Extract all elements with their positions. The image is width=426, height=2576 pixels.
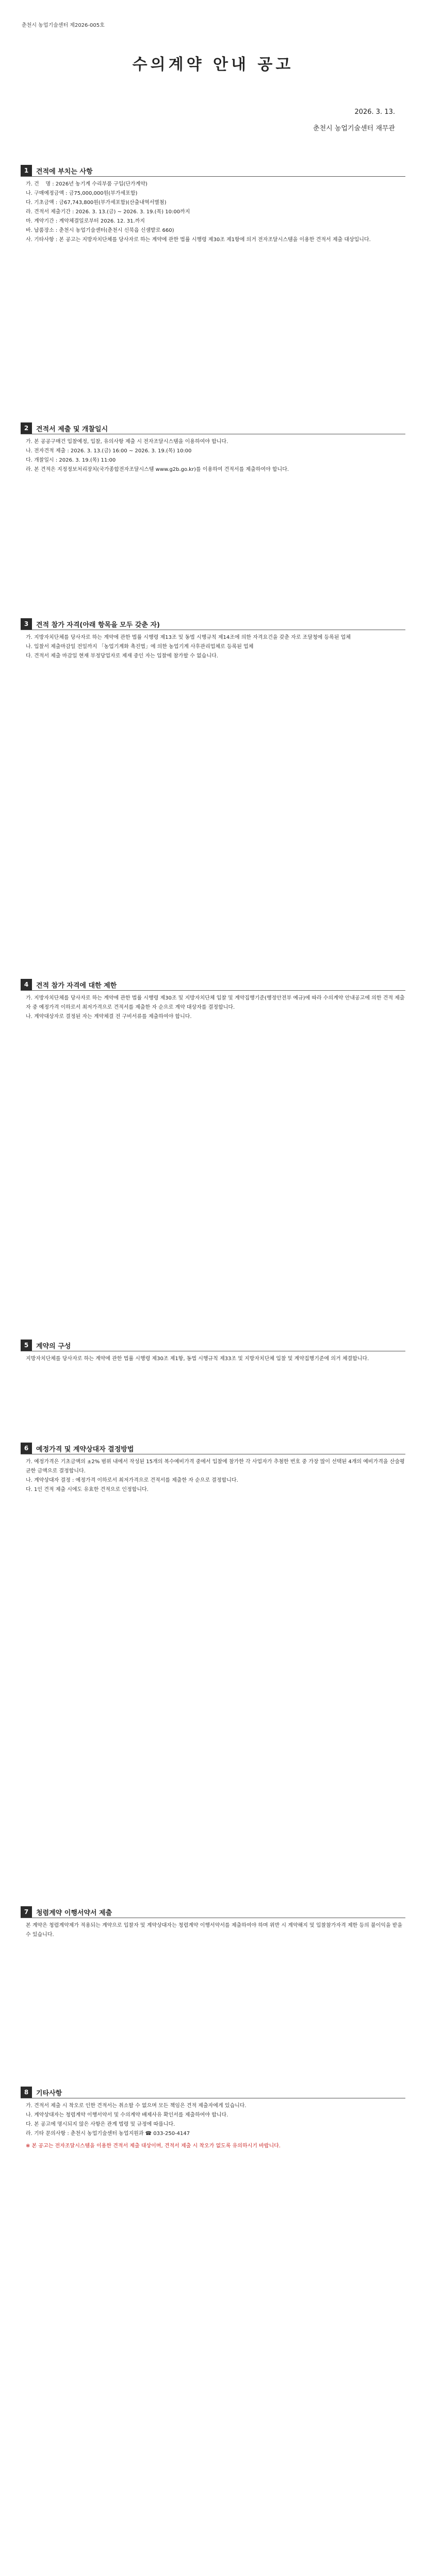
section-number: 3 [21, 618, 32, 630]
section-title: 예정가격 및 계약상대자 결정방법 [36, 1445, 134, 1453]
section-1 [21, 165, 405, 245]
section-number: 1 [21, 165, 32, 176]
section-body: 가. 견적서 제출 시 착오로 인한 견적서는 취소할 수 없으며 모든 책임은 견적 제출자에게 있습니다. 나. 계약상대자는 청렴계약 이행서약서 및 수의계약 배제사유 확인서를 제출하여야 합니다. 다. 본 공고에 명시되지 않은 사항은 관계 법령 및 규정에 따릅니다. 라. 기타 문의사항 : 춘천시 농업기술센터 농업지원과 ☎ 033-250-4147 [26, 2103, 247, 2137]
section-title: 견적에 부치는 사항 [36, 167, 93, 176]
section-title: 기타사항 [36, 2089, 62, 2097]
section-number: 2 [21, 422, 32, 434]
section-body: 가. 지방자치단체를 당사자로 하는 계약에 관한 법률 시행령 제30조 및 지방자치단체 입찰 및 계약집행기준(행정안전부 예규)에 따라 수의계약 안내공고에 의한 견적 제출자 중 예정가격 이하로서 최저가격으로 견적서를 제출한 자 순으로 계약 대상자를 결정합니다. 나. 계약대상자로 결정된 자는 계약체결 전 구비서류를 제출하여야 합니다. [26, 995, 405, 1020]
section-number: 6 [21, 1443, 32, 1454]
section-title: 견적 참가 자격에 대한 제한 [36, 981, 117, 990]
notice-text: ※ 본 공고는 전자조달시스템을 이용한 견적서 제출 대상이며, 견적서 제출 시 착오가 없도록 유의하시기 바랍니다. [26, 2143, 281, 2149]
section-body: 가. 본 공공구매건 입찰예정, 입찰, 유의사항 제출 시 전자조달시스템을 이용하여야 합니다. 나. 전자견적 제출 : 2026. 3. 13.(금) 16:00 ~ 2026. 3. 19.(목) 10:00 다. 개찰일시 : 2026. 3. 19.(목) 11:00 라. 본 견적은 지정정보처리장치(국가종합전자조달시스템 www.g2b.go.kr)를 이용하여 견적서를 제출하여야 합니다. [26, 439, 289, 472]
section-body: 가. 예정가격은 기초금액의 ±2% 범위 내에서 작성된 15개의 복수예비가격 중에서 입찰에 참가한 각 사업자가 추첨한 번호 중 가장 많이 선택된 4개의 예비가격을 산술평균한 금액으로 결정합니다. 나. 계약상대자 결정 : 예정가격 이하로서 최저가격으로 견적서를 제출한 자 순으로 결정합니다. 다. 1인 견적 제출 시에도 유효한 견적으로 인정합니다. [26, 1459, 405, 1493]
section-6 [21, 1443, 405, 1495]
section-number: 4 [21, 979, 32, 990]
section-title: 청렴계약 이행서약서 제출 [36, 1909, 112, 1917]
notice-issuer: 춘천시 농업기술센터 재무관 [313, 125, 395, 132]
section-3 [21, 618, 405, 661]
section-title: 견적서 제출 및 개찰일시 [36, 425, 108, 433]
section-5 [21, 1340, 405, 1364]
page-title: 수의계약 안내 공고 [132, 56, 294, 74]
section-title: 계약의 구성 [36, 1342, 71, 1350]
document-number: 춘천시 농업기술센터 제2026-005호 [22, 23, 105, 28]
section-body: 본 계약은 청렴계약제가 적용되는 계약으로 입찰자 및 계약상대자는 청렴계약 이행서약서를 제출하여야 하며 위반 시 계약해지 및 입찰참가자격 제한 등의 불이익을 받을 수 있습니다. [26, 1923, 404, 1938]
section-number: 7 [21, 1906, 32, 1918]
section-8 [21, 2087, 405, 2151]
section-number: 8 [21, 2087, 32, 2098]
section-4 [21, 979, 405, 1022]
section-body: 가. 지방자치단체를 당사자로 하는 계약에 관한 법률 시행령 제13조 및 동법 시행규칙 제14조에 의한 자격요건을 갖춘 자로 조달청에 등록된 업체 나. 입찰서 제출마감일 전일까지 「농업기계화 촉진법」에 의한 농업기계 사후관리업체로 등록된 업체 다. 견적서 제출 마감일 현재 부정당업자로 제재 중인 자는 입찰에 참가할 수 없습니다. [26, 635, 351, 659]
section-body: 지방자치단체를 당사자로 하는 계약에 관한 법률 시행령 제30조 제1항, 동법 시행규칙 제33조 및 지방자치단체 입찰 및 계약집행기준에 의거 체결합니다. [26, 1356, 369, 1362]
section-7 [21, 1906, 405, 1940]
section-body: 가. 건 명 : 2026년 농기계 수리부품 구입(단가계약) 나. 구매예정금액 : 금75,000,000원(부가세포함) 다. 기초금액 : 금67,743,800원(부가세포함)(산출내역서별첨) 라. 견적서 제출기간 : 2026. 3. 13.(금) ~ 2026. 3. 19.(목) 10:00까지 마. 계약기간 : 계약체결일로부터 2026. 12. 31.까지 바. 납품장소 : 춘천시 농업기술센터(춘천시 신북읍 신샘밭로 660) 사. 기타사항 : 본 공고는 지방자치단체를 당사자로 하는 계약에 관한 법률 시행령 제30조 제1항에 의거 전자조달시스템을 이용한 견적서 제출 대상입니다. [26, 181, 371, 243]
notice-date: 2026. 3. 13. [354, 108, 395, 116]
section-title: 견적 참가 자격(아래 항목을 모두 갖춘 자) [36, 621, 160, 629]
section-2 [21, 422, 405, 474]
section-number: 5 [21, 1340, 32, 1351]
